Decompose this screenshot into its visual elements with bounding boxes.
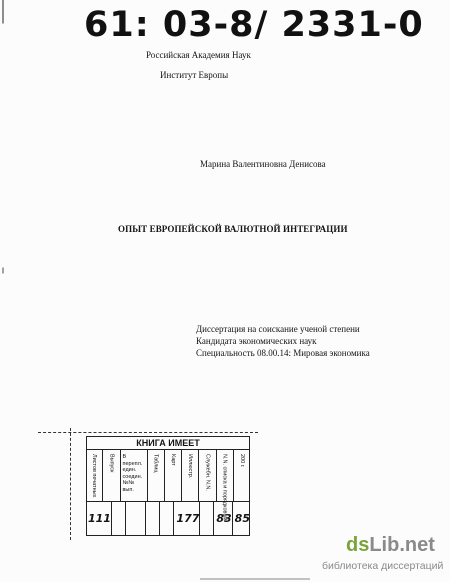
watermark-logo-prefix: ds bbox=[346, 534, 370, 556]
svg-text:61: 03-8/ 2331-0: 61: 03-8/ 2331-0 bbox=[84, 5, 424, 45]
stamp-dashed-line bbox=[38, 432, 258, 433]
stamp-value bbox=[146, 502, 160, 536]
stamp-column-label: N.N. списка и порядковый bbox=[221, 454, 228, 521]
degree-line: Диссертация на соискание ученой степени bbox=[196, 324, 360, 334]
stamp-value bbox=[126, 502, 147, 536]
degree-field-line: Кандидата экономических наук bbox=[196, 336, 317, 346]
stamp-column bbox=[199, 450, 216, 501]
stamp-dashed-line bbox=[70, 428, 71, 540]
stamp-column bbox=[86, 450, 103, 501]
scan-artifact bbox=[200, 578, 310, 580]
watermark-subtitle: библиотека диссертаций bbox=[322, 560, 444, 572]
stamp-column bbox=[165, 450, 182, 501]
library-stamp bbox=[72, 422, 262, 538]
stamp-column-label: 200 г. bbox=[238, 454, 245, 468]
stamp-value: 83 bbox=[214, 502, 232, 536]
institute-name: Институт Европы bbox=[160, 70, 229, 80]
academy-name: Российская Академия Наук bbox=[146, 50, 251, 60]
stamp-value bbox=[200, 502, 214, 536]
scan-edge bbox=[2, 0, 4, 582]
stamp-value: 85 bbox=[234, 512, 250, 525]
stamp-column-label: Служебн. N.N. bbox=[204, 454, 211, 491]
stamp-column bbox=[234, 450, 250, 501]
stamp-column-label: В перепл. един. соедин. №№ вып. bbox=[122, 454, 143, 493]
author-name: Марина Валентиновна Денисова bbox=[200, 159, 326, 169]
stamp-values bbox=[86, 502, 250, 536]
watermark-logo-suffix: Lib.net bbox=[369, 534, 435, 556]
stamp-column-label: Выпуск bbox=[108, 454, 115, 473]
stamp-value: 111 bbox=[86, 502, 112, 536]
stamp-column bbox=[182, 450, 199, 501]
watermark bbox=[322, 534, 448, 580]
dissertation-title: ОПЫТ ЕВРОПЕЙСКОЙ ВАЛЮТНОЙ ИНТЕГРАЦИИ bbox=[118, 224, 348, 234]
stamp-column bbox=[103, 450, 120, 501]
specialty-line: Специальность 08.00.14: Мировая экономика bbox=[196, 348, 370, 358]
watermark-logo bbox=[346, 534, 435, 557]
stamp-column-label: Иллюстр. bbox=[187, 454, 194, 479]
stamp-column-label: Карт bbox=[169, 454, 176, 466]
stamp-column-label: Таблиц bbox=[152, 454, 159, 473]
stamp-column bbox=[148, 450, 165, 501]
handwritten-catalog-number bbox=[84, 2, 424, 45]
stamp-value bbox=[112, 502, 126, 536]
stamp-value bbox=[160, 502, 174, 536]
stamp-column bbox=[121, 450, 148, 501]
stamp-column-label: Листов печатных bbox=[91, 454, 98, 498]
stamp-header: КНИГА ИМЕЕТ bbox=[86, 436, 250, 450]
stamp-value: 177 bbox=[174, 502, 200, 536]
